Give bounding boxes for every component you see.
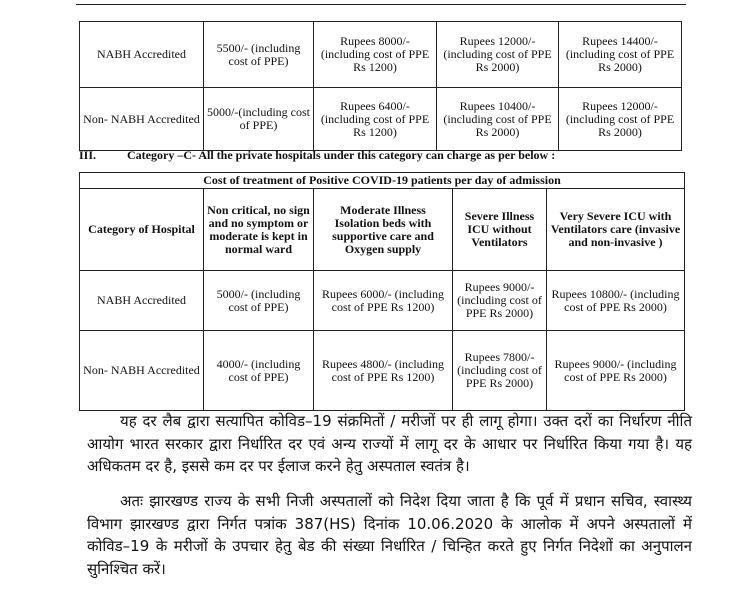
category-cell: Non- NABH Accredited bbox=[80, 331, 204, 411]
category-cell: NABH Accredited bbox=[80, 271, 204, 331]
section-number: III. bbox=[79, 148, 97, 162]
table-row bbox=[80, 22, 682, 88]
column-header: Severe Illness ICU without Ventilators bbox=[453, 189, 547, 271]
paragraph-rate-validity: यह दर लैब द्वारा सत्यापित कोविड–19 संक्रमितों / मरीजों पर ही लागू होगा। उक्त दरों का निर्धारण नीति आयोग भारत सरकार द्वारा निर्धारित दर एवं अन्य राज्यों में लागू दर के आधार पर निर्धारित किया गया है। यह अधिकतम दर है, इससे कम दर पर ईलाज करने हेतु अस्पताल स्वतंत्र है। bbox=[87, 412, 692, 475]
section-text: Category –C- All the private hospitals under this category can charge as per below : bbox=[127, 148, 556, 162]
table-caption-row bbox=[80, 173, 685, 189]
rate-cell: Rupees 6000/- (including cost of PPE Rs 1200) bbox=[314, 271, 453, 331]
rate-cell: 4000/- (including cost of PPE) bbox=[204, 331, 314, 411]
table-row bbox=[80, 88, 682, 151]
rate-cell: Rupees 4800/- (including cost of PPE Rs 1200) bbox=[314, 331, 453, 411]
rate-cell: Rupees 7800/- (including cost of PPE Rs 2000) bbox=[453, 331, 547, 411]
paragraph-directive: अतः झारखण्ड राज्य के सभी निजी अस्पतालों को निदेश दिया जाता है कि पूर्व में प्रधान सचिव, स्वास्थ्य विभाग झारखण्ड द्वारा निर्गत पत्रांक 387(HS) दिनांक 10.06.2020 के आलोक में अपने अस्पतालों में कोविड–19 के मरीजों के उपचार हेतु बेड की संख्या निर्धारित / चिन्हित करते हुए निर्गत निदेशों का अनुपालन सुनिश्चित करें। bbox=[87, 492, 692, 578]
column-header: Non critical, no sign and no symptom or moderate is kept in normal ward bbox=[204, 189, 314, 271]
section-heading bbox=[79, 148, 555, 163]
rate-cell: Rupees 10400/- (including cost of PPE Rs 2000) bbox=[437, 88, 559, 151]
category-cell: Non- NABH Accredited bbox=[80, 88, 204, 151]
rate-cell: 5500/- (including cost of PPE) bbox=[204, 22, 314, 88]
rate-cell: Rupees 14400/- (including cost of PPE Rs 2000) bbox=[559, 22, 682, 88]
table-caption: Cost of treatment of Positive COVID-19 patients per day of admission bbox=[80, 173, 685, 189]
column-header: Moderate Illness Isolation beds with supportive care and Oxygen supply bbox=[314, 189, 453, 271]
rate-cell: 5000/-(including cost of PPE) bbox=[204, 88, 314, 151]
rate-cell: Rupees 10800/- (including cost of PPE Rs 2000) bbox=[547, 271, 685, 331]
rate-cell: Rupees 9000/- (including cost of PPE Rs 2000) bbox=[453, 271, 547, 331]
category-cell: NABH Accredited bbox=[80, 22, 204, 88]
column-header: Category of Hospital bbox=[80, 189, 204, 271]
rate-cell: Rupees 9000/- (including cost of PPE Rs 2000) bbox=[547, 331, 685, 411]
table-row bbox=[80, 331, 685, 411]
rates-table-category-b bbox=[79, 21, 682, 151]
table-row bbox=[80, 271, 685, 331]
rates-table-category-c bbox=[79, 172, 685, 411]
rate-cell: Rupees 12000/- (including cost of PPE Rs 2000) bbox=[437, 22, 559, 88]
top-rule bbox=[76, 4, 686, 5]
column-header: Very Severe ICU with Ventilators care (invasive and non-invasive ) bbox=[547, 189, 685, 271]
rate-cell: Rupees 6400/- (including cost of PPE Rs 1200) bbox=[314, 88, 437, 151]
table-header-row bbox=[80, 189, 685, 271]
rate-cell: 5000/- (including cost of PPE) bbox=[204, 271, 314, 331]
rate-cell: Rupees 8000/- (including cost of PPE Rs 1200) bbox=[314, 22, 437, 88]
rate-cell: Rupees 12000/- (including cost of PPE Rs 2000) bbox=[559, 88, 682, 151]
